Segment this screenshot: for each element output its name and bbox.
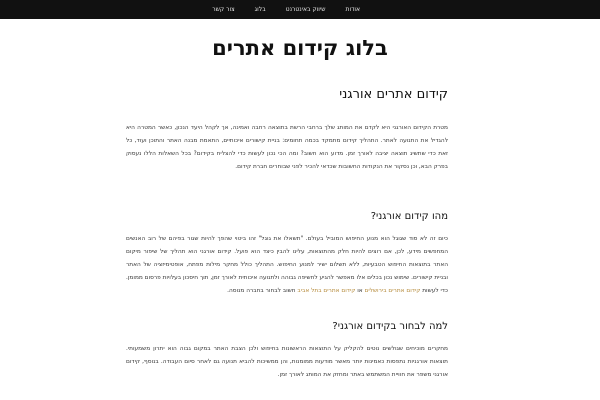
site-title[interactable]: בלוג קידום אתרים <box>212 36 388 60</box>
post-content <box>126 86 448 382</box>
post-title[interactable]: קידום אתרים אורגני <box>339 87 448 102</box>
section-what-is-connector: או <box>357 288 363 294</box>
section-heading-what-is: מהו קידום אורגני? <box>370 211 448 222</box>
post-intro-paragraph: מטרת הקידום האורגני היא לקדם את המותג שלך ברחבי הרשת בתוצאה רחבה ואמינה, אך לקהל היעד הנכון, כאשר המטרה היא להגדיל את התנועה לאתר. התהליך קידום מתמקד בכמה תחומים: בניית קישורים איכותיים, התאמת מבנה האתר והתוכן ועוד, כל זאת כדי שתשיג תוצאה יציבה לאורך זמן. מדוע הוא חשוב? ומה הכי נכון לעשות כדי להצליח בקידום? בכל השאלות הללו נעסוק בפרק הבא, וכן נסקור את הנקודות החשובות שכדאי להכיר לפני שבוחרים חברת קידום. <box>126 125 448 170</box>
nav-item-contact[interactable]: צור קשר <box>212 6 235 13</box>
section-why-choose-paragraph: מחקרים מוכיחים שגולשים נוטים להקליק על התוצאות הראשונות בחיפוש ולכן הצבת האתר במקום גבוה הוא יתרון משמעותי. תוצאות אורגניות נתפסות כאמינות יותר מאשר מודעות ממומנות, והן ממשיכות להביא תנועה גם לאחר סיום העבודה. בנוסף, קידום אורגני משפר את חוויית המשתמש באתר ומחזק את המותג לאורך זמן. <box>126 346 448 378</box>
section-what-is-paragraph <box>126 233 448 298</box>
main-menu <box>202 0 370 19</box>
section-heading-why-choose: למה לבחור בקידום אורגני? <box>332 321 448 332</box>
link-seo-jerusalem[interactable]: קידום אתרים בירושלים <box>364 288 421 294</box>
link-seo-tel-aviv[interactable]: קידום אתרים בתל אביב <box>297 288 356 294</box>
section-what-is-tail: חשוב לבחור בחברה מנוסה. <box>227 288 296 294</box>
nav-item-blog[interactable]: בלוג <box>254 6 266 13</box>
top-navigation-bar <box>0 0 600 19</box>
nav-item-internet-marketing[interactable]: שיווק באינטרנט <box>285 6 326 13</box>
nav-item-about[interactable]: אודות <box>345 6 360 13</box>
section-what-is-text: כיום זה לא סוד שגוגל הוא מנוע החיפוש המוביל בעולם. "תשאלו את גוגל" זהו ביטוי שהפך להיות שגור בפיהם של רוב האנשים המחפשים מידע, לכן, אם רוצים להיות חלק מהתוצאות, עלינו להבין כיצד הוא פועל. קידום אורגני הוא תהליך של שיפור מיקום האתר בתוצאות החיפוש הטבעיות, ללא תשלום ישיר למנוע החיפוש. התהליך כולל מחקר מילות מפתח, אופטימיזציה של האתר ובניית קישורים. שימוש נכון בכלים אלו מאפשר להגיע לחשיפה גבוהה ולתנועה איכותית לאורך זמן, תוך חיסכון בעלויות פרסום ממומן. כדי לעשות <box>126 236 448 294</box>
